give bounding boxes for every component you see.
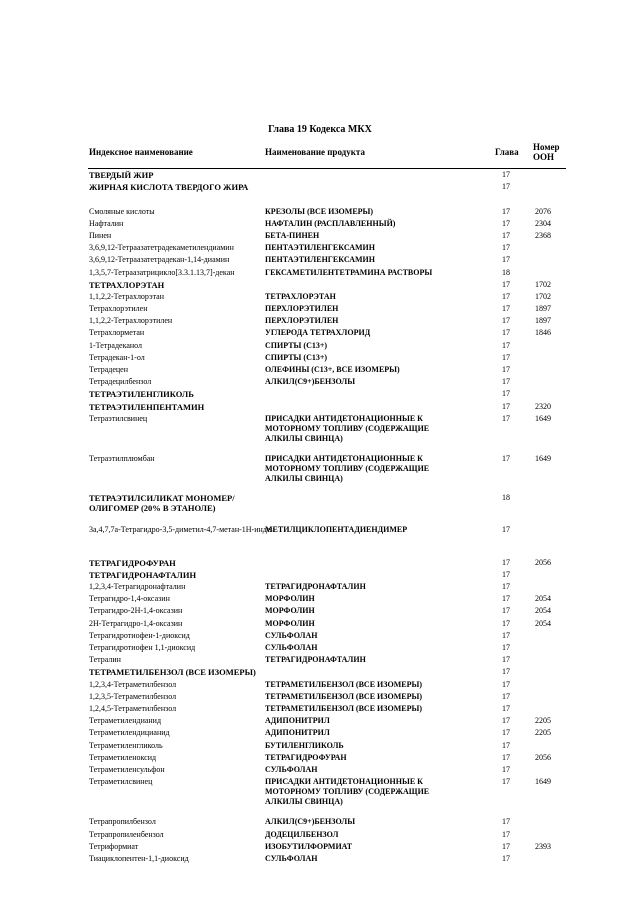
- chapter-cell: 17: [502, 569, 510, 579]
- index-name-cell: ТЕТРАХЛОРЭТАН: [89, 279, 165, 290]
- table-row: [0, 619, 640, 631]
- table-row: [0, 231, 640, 243]
- un-number-cell: 2056: [535, 752, 551, 762]
- product-name-cell: ПРИСАДКИ АНТИДЕТОНАЦИОННЫЕ К МОТОРНОМУ ТОПЛИВУ (СОДЕРЖАЩИЕ АЛКИЛЫ СВИНЦА): [265, 413, 430, 443]
- chapter-cell: 17: [502, 716, 510, 726]
- index-name-cell: Тетрадекан-1-ол: [89, 352, 145, 362]
- index-name-cell: ТЕТРАЭТИЛСИЛИКАТ МОНОМЕР/ ОЛИГОМЕР (20% В ЭТАНОЛЕ): [89, 493, 235, 514]
- un-number-cell: 2304: [535, 218, 551, 228]
- index-name-cell: Пинен: [89, 230, 112, 240]
- product-name-cell: СУЛЬФОЛАН: [265, 764, 318, 774]
- product-name-cell: ТЕТРАГИДРОНАФТАЛИН: [265, 582, 366, 592]
- product-name-cell: СПИРТЫ (С13+): [265, 352, 328, 362]
- product-name-cell: НАФТАЛИН (РАСПЛАВЛЕННЫЙ): [265, 218, 396, 228]
- chapter-cell: 17: [502, 829, 510, 839]
- table-body: [0, 170, 640, 866]
- index-name-cell: 3а,4,7,7а-Тетрагидро-3,5-диметил-4,7-метан-1Н-инден: [89, 524, 275, 534]
- un-number-cell: 1846: [535, 328, 551, 338]
- chapter-cell: 17: [502, 606, 510, 616]
- index-name-cell: 1,2,3,4-Тетрагидронафталин: [89, 582, 186, 592]
- product-name-cell: ДОДЕЦИЛБЕНЗОЛ: [265, 829, 339, 839]
- index-name-cell: ТЕТРАГИДРОНАФТАЛИН: [89, 569, 197, 580]
- table-row: [0, 842, 640, 854]
- product-name-cell: ТЕТРАГИДРОФУРАН: [265, 752, 347, 762]
- index-name-cell: Тетрадецилбензол: [89, 377, 152, 387]
- chapter-cell: 17: [502, 243, 510, 253]
- index-name-cell: Нафталин: [89, 218, 124, 228]
- chapter-cell: 17: [502, 413, 510, 423]
- chapter-cell: 17: [502, 365, 510, 375]
- table-row: [0, 558, 640, 570]
- page-title: Глава 19 Кодекса МКХ: [268, 124, 372, 135]
- product-name-cell: ПЕРХЛОРЭТИЛЕН: [265, 304, 339, 314]
- header-product-name: Наименование продукта: [265, 147, 365, 157]
- table-row: [0, 704, 640, 716]
- table-row: [0, 353, 640, 365]
- un-number-cell: 2056: [535, 557, 551, 567]
- chapter-cell: 17: [502, 182, 510, 192]
- chapter-cell: 17: [502, 752, 510, 762]
- chapter-cell: 17: [502, 328, 510, 338]
- chapter-cell: 17: [502, 643, 510, 653]
- chapter-cell: 17: [502, 740, 510, 750]
- table-row: [0, 631, 640, 643]
- chapter-cell: 17: [502, 291, 510, 301]
- index-name-cell: 1,2,4,5-Тетраметилбензол: [89, 703, 177, 713]
- index-name-cell: 1-Тетрадеканол: [89, 340, 143, 350]
- index-name-cell: Тетрахлорметан: [89, 328, 145, 338]
- chapter-cell: 17: [502, 618, 510, 628]
- product-name-cell: СУЛЬФОЛАН: [265, 630, 318, 640]
- table-row: [0, 365, 640, 377]
- un-number-cell: 1649: [535, 777, 551, 787]
- product-name-cell: ПРИСАДКИ АНТИДЕТОНАЦИОННЫЕ К МОТОРНОМУ ТОПЛИВУ (СОДЕРЖАЩИЕ АЛКИЛЫ СВИНЦА): [265, 777, 430, 807]
- chapter-cell: 17: [502, 352, 510, 362]
- chapter-cell: 17: [502, 230, 510, 240]
- product-name-cell: МЕТИЛЦИКЛОПЕНТАДИЕНДИМЕР: [265, 524, 408, 534]
- un-number-cell: 1897: [535, 304, 551, 314]
- product-name-cell: АДИПОНИТРИЛ: [265, 728, 330, 738]
- chapter-cell: 17: [502, 691, 510, 701]
- product-name-cell: ТЕТРАХЛОРЭТАН: [265, 291, 336, 301]
- product-name-cell: ОЛЕФИНЫ (С13+, ВСЕ ИЗОМЕРЫ): [265, 365, 400, 375]
- table-row: [0, 817, 640, 829]
- table-row: [0, 570, 640, 582]
- table-row: [0, 454, 640, 493]
- chapter-cell: 17: [502, 817, 510, 827]
- index-name-cell: 1,1,2,2-Тетрахлорэтан: [89, 291, 164, 301]
- header-index-name: Индексное наименование: [89, 147, 193, 157]
- chapter-cell: 17: [502, 853, 510, 863]
- index-name-cell: ТВЕРДЫЙ ЖИР: [89, 170, 154, 180]
- product-name-cell: УГЛЕРОДА ТЕТРАХЛОРИД: [265, 328, 371, 338]
- chapter-cell: 17: [502, 594, 510, 604]
- table-row: [0, 219, 640, 231]
- chapter-cell: 17: [502, 389, 510, 399]
- index-name-cell: 1,2,3,4-Тетраметилбензол: [89, 679, 177, 689]
- table-row: [0, 182, 640, 206]
- product-name-cell: СУЛЬФОЛАН: [265, 643, 318, 653]
- index-name-cell: 2Н-Тетрагидро-1,4-оксазин: [89, 618, 183, 628]
- chapter-cell: 17: [502, 777, 510, 787]
- index-name-cell: Тетраметиленгликоль: [89, 740, 163, 750]
- table-row: [0, 243, 640, 255]
- product-name-cell: АЛКИЛ(С9+)БЕНЗОЛЫ: [265, 817, 356, 827]
- product-name-cell: МОРФОЛИН: [265, 606, 315, 616]
- table-row: [0, 765, 640, 777]
- un-number-cell: 1702: [535, 291, 551, 301]
- index-name-cell: Тетрапропилбензол: [89, 817, 156, 827]
- table-row: [0, 741, 640, 753]
- header-chapter: Глава: [495, 147, 519, 157]
- chapter-cell: 17: [502, 304, 510, 314]
- chapter-cell: 17: [502, 667, 510, 677]
- table-row: [0, 170, 640, 182]
- table-row: [0, 414, 640, 454]
- table-row: [0, 377, 640, 389]
- header-un-number: Номер ООН: [533, 142, 560, 162]
- index-name-cell: Тетраметилендицианид: [89, 728, 170, 738]
- chapter-cell: 17: [502, 279, 510, 289]
- table-row: [0, 316, 640, 328]
- table-row: [0, 304, 640, 316]
- product-name-cell: ИЗОБУТИЛФОРМИАТ: [265, 841, 353, 851]
- product-name-cell: ПЕНТАЭТИЛЕНГЕКСАМИН: [265, 243, 375, 253]
- table-row: [0, 716, 640, 728]
- un-number-cell: 1649: [535, 413, 551, 423]
- index-name-cell: Тетраэтилсвинец: [89, 413, 148, 423]
- table-row: [0, 594, 640, 606]
- product-name-cell: СУЛЬФОЛАН: [265, 853, 318, 863]
- table-row: [0, 667, 640, 679]
- index-name-cell: Тетралин: [89, 655, 121, 665]
- product-name-cell: ПЕНТАЭТИЛЕНГЕКСАМИН: [265, 255, 375, 265]
- product-name-cell: ТЕТРАМЕТИЛБЕНЗОЛ (ВСЕ ИЗОМЕРЫ): [265, 679, 422, 689]
- index-name-cell: Тетраметилсвинец: [89, 777, 153, 787]
- table-row: [0, 753, 640, 765]
- table-row: [0, 328, 640, 340]
- product-name-cell: АЛКИЛ(С9+)БЕНЗОЛЫ: [265, 377, 356, 387]
- index-name-cell: Тетрагидротиофен-1-диоксид: [89, 630, 190, 640]
- un-number-cell: 2054: [535, 606, 551, 616]
- un-number-cell: 1897: [535, 316, 551, 326]
- index-name-cell: ТЕТРАМЕТИЛБЕНЗОЛ (ВСЕ ИЗОМЕРЫ): [89, 667, 256, 678]
- index-name-cell: Тетраметиленсульфон: [89, 764, 165, 774]
- product-name-cell: КРЕЗОЛЫ (ВСЕ ИЗОМЕРЫ): [265, 206, 374, 216]
- product-name-cell: БУТИЛЕНГЛИКОЛЬ: [265, 740, 344, 750]
- table-row: [0, 525, 640, 558]
- index-name-cell: Тетрахлорэтилен: [89, 304, 148, 314]
- index-name-cell: ЖИРНАЯ КИСЛОТА ТВЕРДОГО ЖИРА: [89, 182, 249, 193]
- index-name-cell: Тетрагидротиофен 1,1-диоксид: [89, 643, 196, 653]
- index-name-cell: Тетрадецен: [89, 365, 129, 375]
- index-name-cell: ТЕТРАЭТИЛЕНГЛИКОЛЬ: [89, 389, 194, 400]
- chapter-cell: 18: [502, 493, 510, 503]
- table-row: [0, 680, 640, 692]
- index-name-cell: ТЕТРАГИДРОФУРАН: [89, 557, 176, 568]
- un-number-cell: 2076: [535, 206, 551, 216]
- index-name-cell: Тетрагидро-2Н-1,4-оксазин: [89, 606, 183, 616]
- index-name-cell: 1,3,5,7-Тетраазатрицикло[3.3.1.13,7]-декан: [89, 267, 235, 277]
- chapter-cell: 17: [502, 841, 510, 851]
- chapter-cell: 17: [502, 524, 510, 534]
- index-name-cell: 1,2,3,5-Тетраметилбензол: [89, 691, 177, 701]
- table-row: [0, 692, 640, 704]
- product-name-cell: СПИРТЫ (С13+): [265, 340, 328, 350]
- table-header: [0, 142, 640, 169]
- chapter-cell: 17: [502, 255, 510, 265]
- table-row: [0, 292, 640, 304]
- product-name-cell: ТЕТРАМЕТИЛБЕНЗОЛ (ВСЕ ИЗОМЕРЫ): [265, 691, 422, 701]
- table-row: [0, 854, 640, 866]
- index-name-cell: Смоляные кислоты: [89, 206, 155, 216]
- index-name-cell: 1,1,2,2-Тетрахлорэтилен: [89, 316, 173, 326]
- chapter-cell: 17: [502, 679, 510, 689]
- product-name-cell: АДИПОНИТРИЛ: [265, 716, 330, 726]
- index-name-cell: 3,6,9,12-Тетраазатетрадекан-1,14-диамин: [89, 255, 230, 265]
- table-row: [0, 643, 640, 655]
- index-name-cell: Тетраметилендианид: [89, 716, 162, 726]
- product-name-cell: БЕТА-ПИНЕН: [265, 230, 320, 240]
- header-rule: [88, 168, 566, 169]
- un-number-cell: 2054: [535, 618, 551, 628]
- table-row: [0, 655, 640, 667]
- table-row: [0, 389, 640, 401]
- chapter-cell: 17: [502, 630, 510, 640]
- product-name-cell: МОРФОЛИН: [265, 594, 315, 604]
- table-row: [0, 268, 640, 280]
- un-number-cell: 1649: [535, 454, 551, 464]
- table-row: [0, 830, 640, 842]
- table-row: [0, 255, 640, 267]
- table-row: [0, 341, 640, 353]
- index-name-cell: Тетрапропиленбензол: [89, 829, 164, 839]
- table-row: [0, 402, 640, 414]
- product-name-cell: ПРИСАДКИ АНТИДЕТОНАЦИОННЫЕ К МОТОРНОМУ ТОПЛИВУ (СОДЕРЖАЩИЕ АЛКИЛЫ СВИНЦА): [265, 454, 430, 484]
- index-name-cell: Тетраметиленоксид: [89, 752, 157, 762]
- chapter-cell: 17: [502, 170, 510, 179]
- table-row: [0, 777, 640, 817]
- table-row: [0, 207, 640, 219]
- chapter-cell: 17: [502, 218, 510, 228]
- chapter-cell: 17: [502, 316, 510, 326]
- un-number-cell: 2205: [535, 728, 551, 738]
- table-row: [0, 728, 640, 740]
- un-number-cell: 2393: [535, 841, 551, 851]
- product-name-cell: ГЕКСАМЕТИЛЕНТЕТРАМИНА РАСТВОРЫ: [265, 267, 433, 277]
- un-number-cell: 2320: [535, 401, 551, 411]
- chapter-cell: 17: [502, 703, 510, 713]
- chapter-cell: 17: [502, 764, 510, 774]
- index-name-cell: ТЕТРАЭТИЛЕНПЕНТАМИН: [89, 401, 205, 412]
- chapter-cell: 17: [502, 206, 510, 216]
- table-row: [0, 582, 640, 594]
- table-row: [0, 606, 640, 618]
- index-name-cell: Тетриформиат: [89, 841, 139, 851]
- un-number-cell: 2368: [535, 230, 551, 240]
- product-name-cell: ПЕРХЛОРЭТИЛЕН: [265, 316, 339, 326]
- index-name-cell: Тетрагидро-1,4-оксазин: [89, 594, 170, 604]
- un-number-cell: 1702: [535, 279, 551, 289]
- product-name-cell: ТЕТРАГИДРОНАФТАЛИН: [265, 655, 366, 665]
- product-name-cell: ТЕТРАМЕТИЛБЕНЗОЛ (ВСЕ ИЗОМЕРЫ): [265, 703, 422, 713]
- chapter-cell: 17: [502, 340, 510, 350]
- un-number-cell: 2205: [535, 716, 551, 726]
- product-name-cell: МОРФОЛИН: [265, 618, 315, 628]
- chapter-cell: 17: [502, 454, 510, 464]
- index-name-cell: Тиациклопентен-1,1-диоксид: [89, 853, 189, 863]
- index-name-cell: Тетраэтилплюмбан: [89, 454, 155, 464]
- table-row: [0, 493, 640, 525]
- index-name-cell: 3,6,9,12-Тетраазатетрадекаметилендиамин: [89, 243, 234, 253]
- chapter-cell: 17: [502, 557, 510, 567]
- chapter-cell: 17: [502, 728, 510, 738]
- chapter-cell: 17: [502, 655, 510, 665]
- chapter-cell: 18: [502, 267, 510, 277]
- chapter-cell: 17: [502, 401, 510, 411]
- chapter-cell: 17: [502, 377, 510, 387]
- table-row: [0, 280, 640, 292]
- chapter-cell: 17: [502, 582, 510, 592]
- un-number-cell: 2054: [535, 594, 551, 604]
